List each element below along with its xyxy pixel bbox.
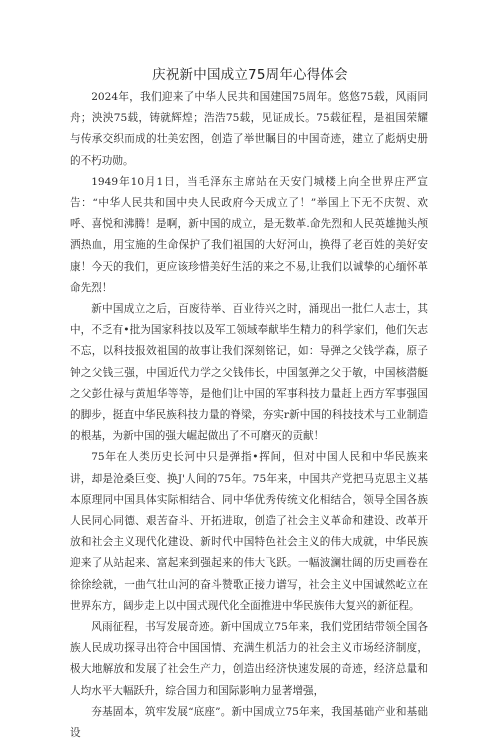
paragraph-5: 风雨征程，书写发展奇迹。新中国成立75年来，我们党团结带领全国各族人民成功探寻出符合中国国情、充满生机活力的社会主义市场经济制度，极大地解放和发展了社会生产力，创造出经济快速发展的奇迹，经济总量和人均水平大幅跃升，综合国力和国际影响力显著增强， xyxy=(70,621,428,697)
paragraph-3: 新中国成立之后，百废待举、百业待兴之时，涌现出一批仁人志士，其中，不乏有•批为国家科技以及军工领域奉献毕生精力的科学家们，他们矢志不忘，以科技报效祖国的故事让我们深刻铭记，如：导弹之父钱学森，原子钟之父钱三强，中国近代力学之父钱伟长，中国氢弹之父于敏，中国核潜艇之父彭仕禄与黄旭华等等，是他们让中国的军事科技力量赶上西方军事强国的脚步，挺直中华民族科技力量的脊梁，夯实r新中国的科技技术与工业制造的根基，为新中国的强大崛起做出了不可磨灭的贡献！ xyxy=(70,303,428,443)
document-body xyxy=(70,87,428,744)
paragraph-1: 2024年，我们迎来了中华人民共和国建国75周年。悠悠75载，风雨同舟；泱泱75载，铸就辉煌；浩浩75载，见证成长。75载征程，是祖国荣耀与传承交织而成的壮美宏图，创造了举世瞩目的中国奇迹，建立了彪炳史册的不朽功勋。 xyxy=(70,91,428,167)
document-title: 庆祝新中国成立75周年心得体会 xyxy=(152,67,348,83)
paragraph-4: 75年在人类历史长河中只是弹指•挥间，但对中国人民和中华民族来讲，却是沧桑巨变、换J'人间的75年。75年来，中国共产党把马克思主义基本原理同中国具体实际相结合、同中华优秀传统文化相结合，领导全国各族人民同心同德、艰苦奋斗、开拓进取，创造了社会主义革命和建设、改革开放和社会主义现代化建设、新时代中国特色社会主义的伟大成就，中华民族迎来了从站起来、富起来到强起来的伟大飞跃。一幅波澜壮阔的历史画卷在徐徐绘就，一曲气壮山河的奋斗赞歌正接力谱写，社会主义中国诚然屹立在世界东方，阔步走上以中国式现代化全面推进中华民族伟大复兴的新征程。 xyxy=(70,451,428,612)
paragraph-6: 夯基固本，筑牢发展“底座”。新中国成立75年来，我国基础产业和基础设 xyxy=(70,705,428,740)
paragraph-2: 1949年10月1日，当毛泽东主席站在天安门城楼上向全世界庄严宣告：“中华人民共和国中央人民政府今天成立了！”举国上下无不庆贺、欢呼、喜悦和沸腾！是啊，新中国的成立，是无数革.命先烈和人民英雄抛头颅洒热血，用宝施的生命保护了我们祖国的大好河山，换得了老百姓的美好安康！今天的我们，更应该珍惜美好生活的来之不易,让我们以诚挚的心缅怀革命先烈！ xyxy=(70,175,428,294)
